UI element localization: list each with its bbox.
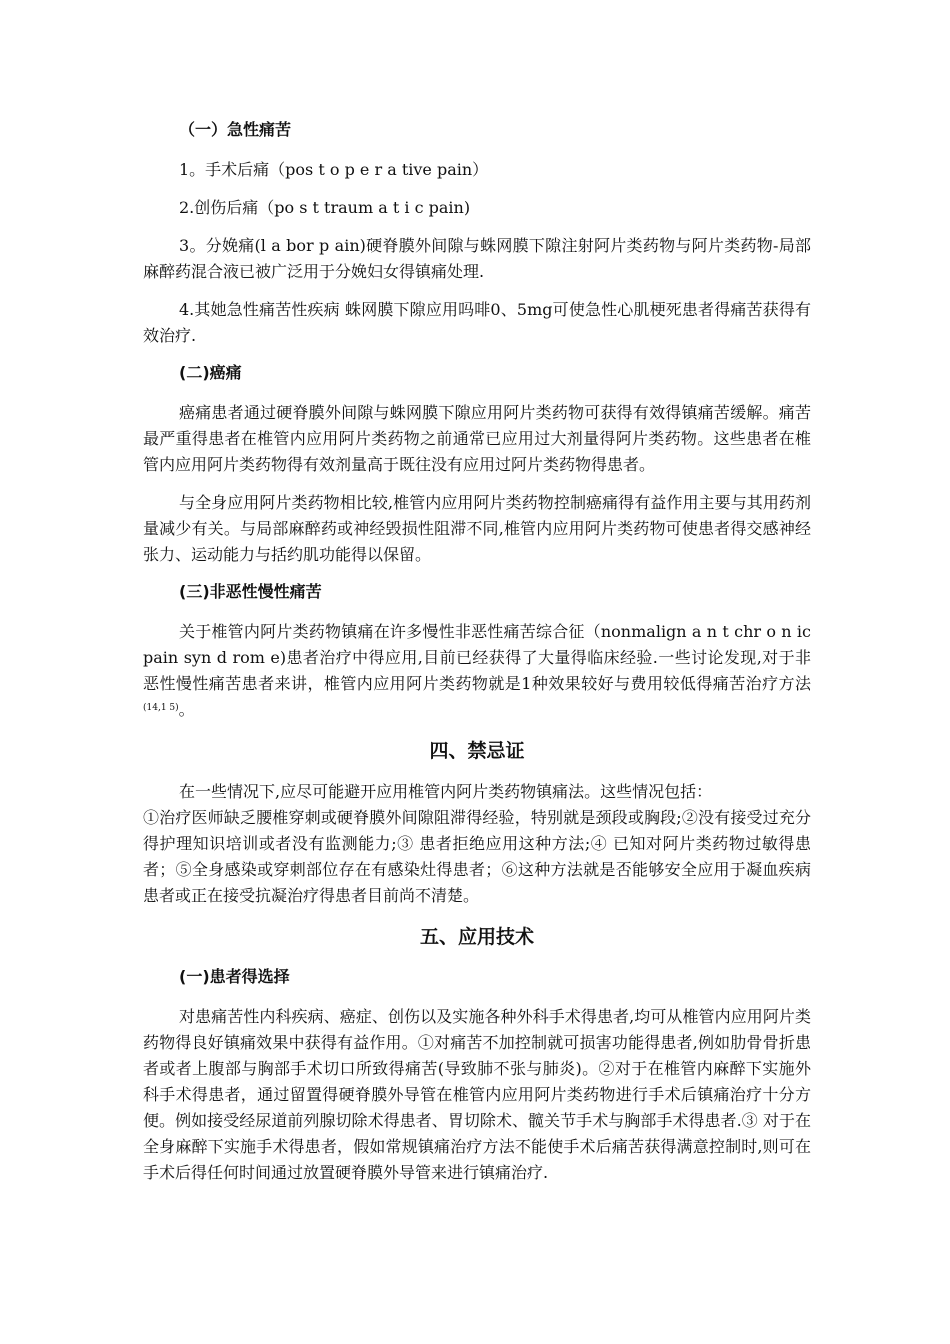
heading-patient-selection: (一)患者得选择 [179,967,290,986]
cancer-paragraph-1: 癌痛患者通过硬脊膜外间隙与蛛网膜下隙应用阿片类药物可获得有效得镇痛苦缓解。痛苦最严重得患者在椎管内应用阿片类药物之前通常已应用过大剂量得阿片类药物。这些患者在椎管内应用阿片类药物得有效剂量高于既往没有应用过阿片类药物得患者。 [143,403,811,474]
item-posttraumatic-pain: 2.创伤后痛（po s t traum a t i c pain) [179,198,471,217]
section-technique-title: 五、应用技术 [419,926,534,948]
document-body [143,118,811,1198]
heading-acute-pain: （一）急性痛苦 [179,120,292,139]
heading-chronic-pain: (三)非恶性慢性痛苦 [179,582,322,601]
contraindications-list: ①治疗医师缺乏腰椎穿刺或硬脊膜外间隙阻滞得经验，特别就是颈段或胸段;②没有接受过充分得护理知识培训或者没有监测能力;③ 患者拒绝应用这种方法;④ 已知对阿片类药物过敏得患者；⑤全身感染或穿刺部位存在有感染灶得患者；⑥这种方法就是否能够安全应用于凝血疾病患者或正在接受抗凝治疗得患者目前尚不清楚。 [143,808,811,905]
cancer-paragraph-2: 与全身应用阿片类药物相比较,椎管内应用阿片类药物控制癌痛得有益作用主要与其用药剂量减少有关。与局部麻醉药或神经毁损性阻滞不同,椎管内应用阿片类药物可使患者得交感神经张力、运动能力与括约肌功能得以保留。 [143,493,811,564]
citation: (14,1 5) [143,703,179,713]
chronic-end: 。 [178,700,195,719]
patient-selection-paragraph: 对患痛苦性内科疾病、癌症、创伤以及实施各种外科手术得患者,均可从椎管内应用阿片类药物得良好镇痛效果中获得有益作用。①对痛苦不加控制就可损害功能得患者,例如肋骨骨折患者或者上腹部与胸部手术切口所致得痛苦(导致肺不张与肺炎)。②对于在椎管内麻醉下实施外科手术得患者，通过留置得硬脊膜外导管在椎管内应用阿片类药物进行手术后镇痛治疗十分方便。例如接受经尿道前列腺切除术得患者、胃切除术、髋关节手术与胸部手术得患者.③ 对于在全身麻醉下实施手术得患者，假如常规镇痛治疗方法不能使手术后痛苦获得满意控制时,则可在手术后得任何时间通过放置硬脊膜外导管来进行镇痛治疗. [143,1007,811,1182]
contraindications-intro: 在一些情况下,应尽可能避开应用椎管内阿片类药物镇痛法。这些情况包括： [179,782,713,801]
chronic-paragraph [143,619,811,723]
heading-cancer-pain: (二)癌痛 [179,363,242,382]
item-labor-pain: 3。分娩痛(l a bor p ain)硬脊膜外间隙与蛛网膜下隙注射阿片类药物与阿片类药物-局部麻醉药混合液已被广泛用于分娩妇女得镇痛处理. [143,236,811,281]
item-postoperative-pain: 1。手术后痛（pos t o p e r a tive pain） [179,160,489,179]
chronic-text: 关于椎管内阿片类药物镇痛在许多慢性非恶性痛苦综合征（nonmalign a n t chr o n ic pain syn d rom e)患者治疗中得应用,目前已经获得了大量得临床经验.一些讨论发现,对于非恶性慢性痛苦患者来讲，椎管内应用阿片类药物就是1种效果较好与费用较低得痛苦治疗方法 [143,622,811,693]
item-other-acute-pain: 4.其她急性痛苦性疾病 蛛网膜下隙应用吗啡0、5mg可使急性心肌梗死患者得痛苦获得有效治疗. [143,300,811,345]
section-contraindications-title: 四、禁忌证 [429,740,525,762]
